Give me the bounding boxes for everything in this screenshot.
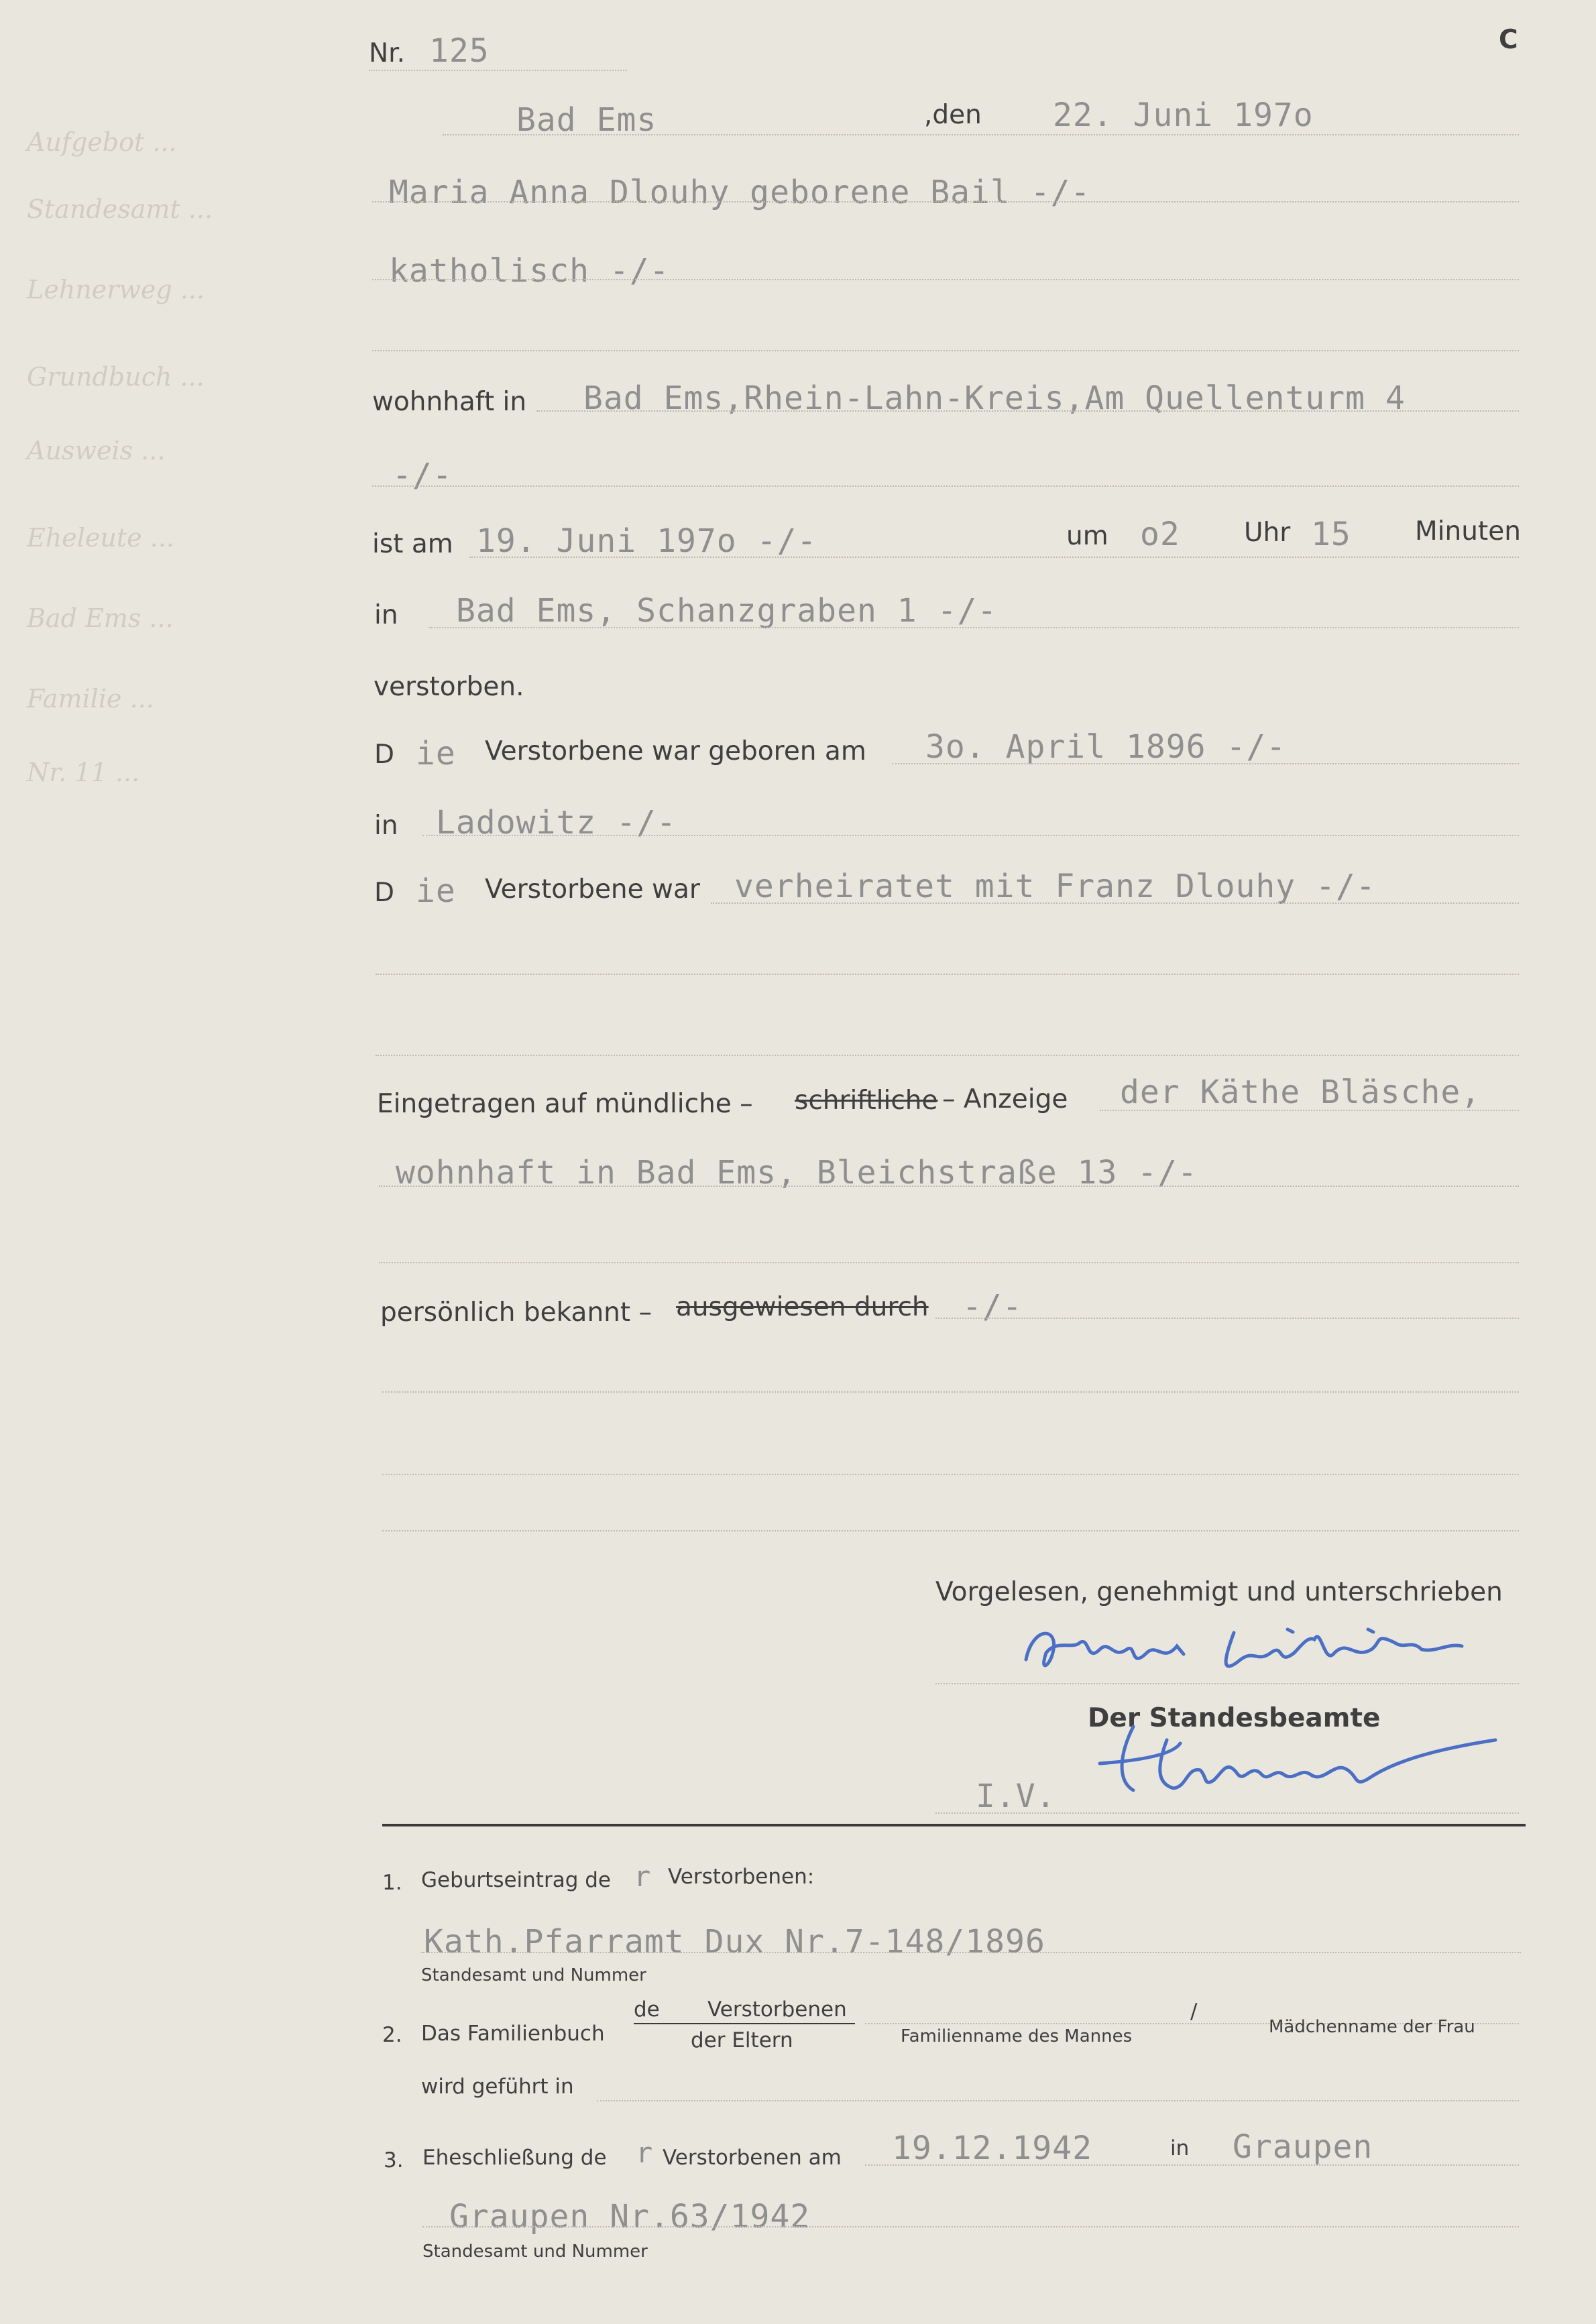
civil-death-register-page: Aufgebot ... Standesamt ... Lehnerweg ... Grundbuch ... Ausweis ... Eheleute ... Bad Ems ... Familie ... Nr. 11 ... C Nr. 125 Bad Ems ,den 22. Juni 197o Maria Anna Dlouhy geborene Bail -/- katholisch -/- wohnhaft in Bad Ems,Rhein-Lahn-Kreis,Am Quellenturm 4 -/- ist am 19. Juni 197o -/- um o2 Uhr 15 Minuten in Bad Ems, Schanzgraben 1 -/- verstorben. D ie Verstorbene war geboren am 3o. April 1896 -/- in Ladowitz -/- D ie Verstorbene war verheiratet mit Franz Dlouhy -/- Eingetragen auf mündliche – schriftliche – Anzeige der Käthe Bläsche, wohnhaft in Bad Ems, Bleichstraße 13 -/- persönlich bekannt – ausgewiesen durch -/- Vorgelesen, genehmigt und unterschrieben Der Standesbeamte I.V. 1. Geburtseintrag de r Verstorbenen: Kath.Pfarramt Dux Nr.7-148/1896 Standesamt und Nummer 2. Das Familienbuch de Verstorbenen der Eltern / Familienname des Mannes Mädchenname der Frau wird geführt in 3. Eheschließung de r Verstorbenen am 19.12.1942 in Graupen Graupen Nr.63/1942 Standesamt und Nummer	[0, 0, 1596, 2324]
identity-rule	[935, 1318, 1519, 1319]
birth-in-label: in	[374, 811, 398, 841]
informant-residence: wohnhaft in Bad Ems, Bleichstraße 13 -/-	[396, 1154, 1198, 1192]
footer-item1-number: 1.	[382, 1871, 402, 1895]
read-approved-text: Vorgelesen, genehmigt und unterschrieben	[935, 1577, 1503, 1607]
marital-blank-rule-2	[376, 1055, 1519, 1056]
register-number: 125	[429, 32, 490, 70]
ist-am-label: ist am	[372, 529, 453, 559]
informant-signature-image	[1019, 1613, 1502, 1693]
marital-status: verheiratet mit Franz Dlouhy -/-	[734, 868, 1376, 905]
footer-item2-verstorbenen: Verstorbenen	[707, 1997, 847, 2022]
identity-label: persönlich bekannt –	[380, 1297, 652, 1328]
footer-item3-label2: Verstorbenen am	[663, 2146, 842, 2170]
registration-blank-rule	[379, 1262, 1519, 1263]
death-place: Bad Ems, Schanzgraben 1 -/-	[456, 592, 998, 630]
nr-rule	[369, 70, 627, 71]
marital-rule	[711, 903, 1519, 904]
marriage-rule	[865, 2164, 1519, 2166]
footer-item2-number: 2.	[382, 2023, 402, 2047]
marriage-record-rule	[422, 2226, 1519, 2227]
corner-letter: C	[1499, 25, 1518, 55]
death-date: 19. Juni 197o -/-	[476, 522, 817, 560]
death-hour: o2	[1140, 516, 1180, 553]
blank-rule	[372, 350, 1519, 351]
registrar-label: Der Standesbeamte	[1088, 1703, 1381, 1733]
registrar-signature-image	[1093, 1713, 1509, 1807]
registration-label: Eingetragen auf mündliche –	[377, 1089, 753, 1119]
birth-d-typed: ie	[416, 735, 456, 772]
death-minute: 15	[1311, 516, 1351, 553]
place: Bad Ems	[516, 101, 657, 139]
footer-item2-fraction-line	[634, 2023, 855, 2024]
identity-blank-rule-2	[382, 1474, 1519, 1475]
family-book-location-rule	[597, 2100, 1519, 2101]
birth-record-rule	[421, 1952, 1521, 1953]
residence-continuation: -/-	[392, 457, 453, 494]
husband-name-caption: Familienname des Mannes	[901, 2026, 1133, 2046]
death-place-rule	[429, 627, 1519, 628]
marital-d-prefix: D	[374, 878, 395, 908]
footer-item2-eltern: der Eltern	[691, 2028, 793, 2052]
marital-blank-rule-1	[376, 974, 1519, 975]
place-date-rule	[443, 134, 1519, 135]
footer-item2-slash: /	[1190, 1999, 1198, 2024]
marriage-record-caption: Standesamt und Nummer	[422, 2242, 648, 2262]
birth-label: Verstorbene war geboren am	[485, 736, 866, 766]
birth-record-reference: Kath.Pfarramt Dux Nr.7-148/1896	[424, 1923, 1045, 1961]
birth-place-rule	[422, 835, 1519, 836]
identity-blank-rule-1	[382, 1391, 1519, 1393]
religion-rule	[372, 279, 1519, 280]
footer-item2-de: de	[634, 1997, 660, 2022]
death-date-rule	[469, 557, 1519, 558]
identity-struck: ausgewiesen durch	[676, 1292, 929, 1322]
deceased-name: Maria Anna Dlouhy geborene Bail -/-	[389, 174, 1091, 211]
footer-item2-label: Das Familienbuch	[421, 2022, 605, 2046]
marriage-place: Graupen	[1233, 2128, 1373, 2166]
identity-blank-rule-3	[382, 1530, 1519, 1531]
footer-item1-typed: r	[634, 1860, 652, 1893]
footer-item1-label2: Verstorbenen:	[668, 1865, 815, 1889]
death-in-label: in	[374, 600, 398, 630]
footer-separator	[382, 1824, 1526, 1826]
registration-struck-written: schriftliche	[795, 1086, 938, 1116]
verstorben-label: verstorben.	[374, 672, 524, 702]
informant-signature-rule	[935, 1683, 1519, 1684]
footer-item3-label: Eheschließung de	[422, 2146, 607, 2170]
birth-d-prefix: D	[374, 740, 395, 770]
residence-value: Bad Ems,Rhein-Lahn-Kreis,Am Quellenturm 4	[583, 380, 1406, 417]
uhr-label: Uhr	[1244, 518, 1291, 548]
minuten-label: Minuten	[1415, 516, 1521, 546]
entry-date: 22. Juni 197o	[1053, 97, 1314, 134]
birth-date: 3o. April 1896 -/-	[925, 728, 1287, 766]
residence-continuation-rule	[372, 485, 1519, 487]
birth-record-caption: Standesamt und Nummer	[421, 1965, 646, 1985]
identity-value: -/-	[962, 1288, 1023, 1326]
marital-d-typed: ie	[416, 872, 456, 910]
registration-label-2: – Anzeige	[942, 1084, 1068, 1114]
marital-label: Verstorbene war	[485, 874, 700, 905]
informant: der Käthe Bläsche,	[1120, 1073, 1481, 1111]
iv-mark: I.V.	[976, 1778, 1056, 1815]
birth-place: Ladowitz -/-	[436, 804, 677, 841]
informant-residence-rule	[379, 1185, 1519, 1187]
marriage-date: 19.12.1942	[892, 2130, 1092, 2167]
footer-item2-label2: wird geführt in	[421, 2075, 574, 2099]
religion: katholisch -/-	[389, 252, 670, 290]
name-rule	[372, 201, 1519, 202]
footer-item3-in: in	[1170, 2136, 1190, 2160]
birth-date-rule	[892, 763, 1519, 764]
footer-item1-label: Geburtseintrag de	[421, 1868, 611, 1892]
footer-item3-typed: r	[636, 2136, 654, 2169]
marriage-record-reference: Graupen Nr.63/1942	[449, 2198, 811, 2235]
informant-rule	[1100, 1110, 1519, 1111]
residence-rule	[536, 410, 1519, 412]
um-label: um	[1066, 521, 1108, 551]
residence-label: wohnhaft in	[372, 387, 527, 417]
den-label: ,den	[924, 100, 982, 130]
wife-maiden-name-caption: Mädchenname der Frau	[1269, 2017, 1475, 2037]
registrar-signature-rule	[935, 1812, 1519, 1814]
footer-item3-number: 3.	[384, 2148, 404, 2172]
nr-label: Nr.	[369, 38, 406, 68]
